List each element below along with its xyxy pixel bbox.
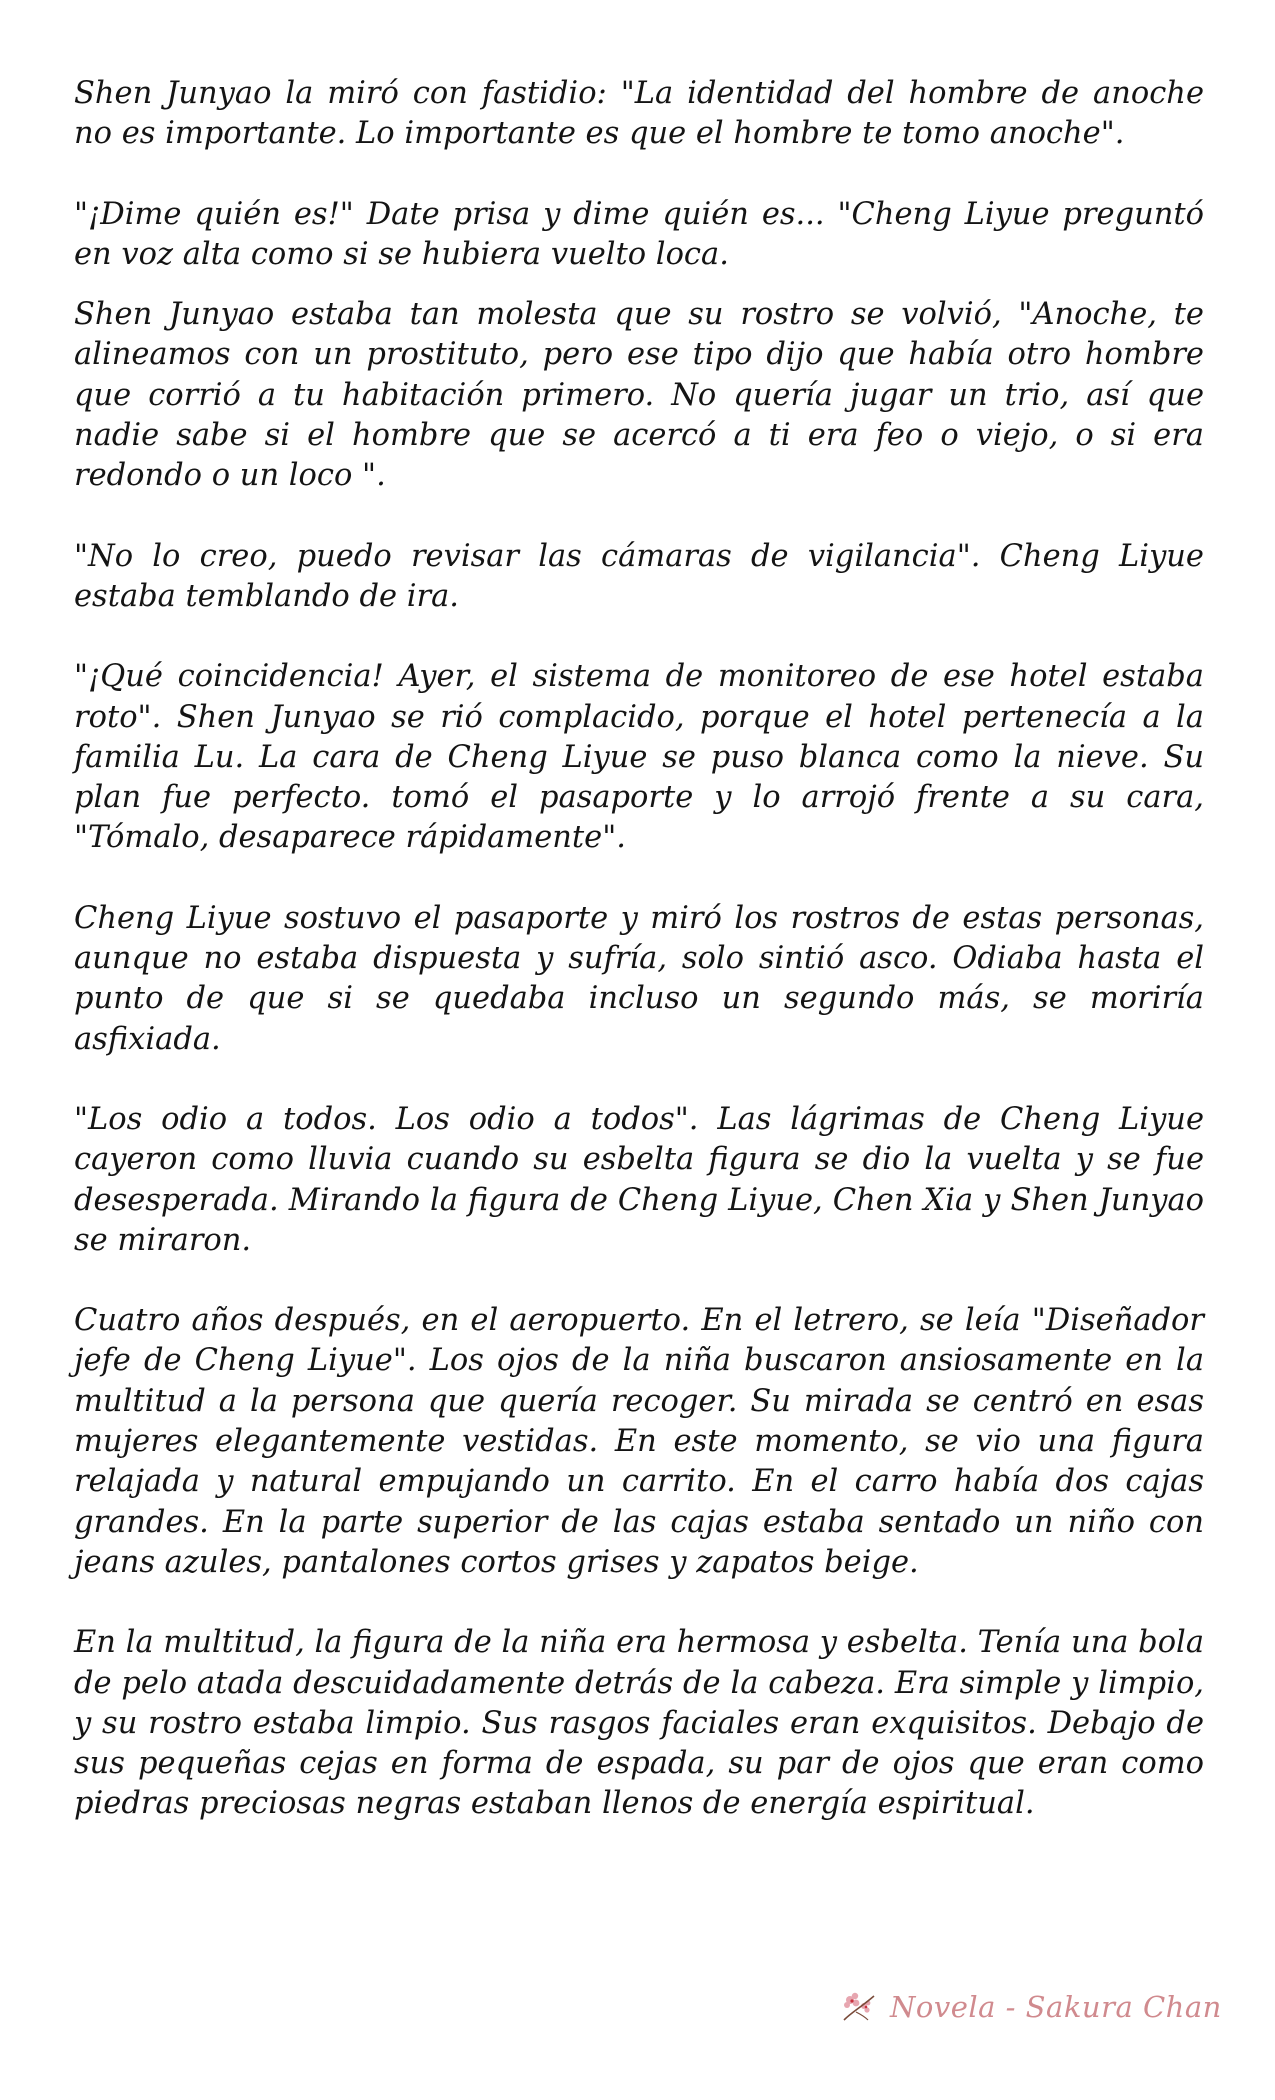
watermark-text: Novela - Sakura Chan	[890, 1990, 1222, 2024]
paragraph-8: Cuatro años después, en el aeropuerto. En el letrero, se leía "Diseñador jefe de Cheng Liyue". Los ojos de la niña buscaron ansiosamente en la multitud a la persona que quería recoger. Su mirada se centró en esas mujeres elegantemente vestidas. En este momento, se vio una figura relajada y natural empujando un carrito. En el carro había dos cajas grandes. En la parte superior de las cajas estaba sentado un niño con jeans azules, pantalones cortos grises y zapatos beige.	[74, 1303, 1204, 1580]
paragraph-1: Shen Junyao la miró con fastidio: "La identidad del hombre de anoche no es importante. Lo importante es que el hombre te tomo anoche".	[74, 76, 1204, 152]
paragraph-4: "No lo creo, puedo revisar las cámaras de vigilancia". Cheng Liyue estaba temblando de ira.	[74, 538, 1204, 614]
paragraph-2: "¡Dime quién es!" Date prisa y dime quién es... "Cheng Liyue preguntó en voz alta como si se hubiera vuelto loca.	[74, 196, 1204, 272]
paragraph-7: "Los odio a todos. Los odio a todos". Las lágrimas de Cheng Liyue cayeron como lluvia cuando su esbelta figura se dio la vuelta y se fue desesperada. Mirando la figura de Cheng Liyue, Chen Xia y Shen Junyao se miraron.	[74, 1101, 1204, 1258]
paragraph-9: En la multitud, la figura de la niña era hermosa y esbelta. Tenía una bola de pelo atada descuidadamente detrás de la cabeza. Era simple y limpio, y su rostro estaba limpio. Sus rasgos faciales eran exquisitos. Debajo de sus pequeñas cejas en forma de espada, su par de ojos que eran como piedras preciosas negras estaban llenos de energía espiritual.	[74, 1625, 1204, 1822]
paragraph-3: Shen Junyao estaba tan molesta que su rostro se volvió, "Anoche, te alineamos con un prostituto, pero ese tipo dijo que había otro hombre que corrió a tu habitación primero. No quería jugar un trio, así que nadie sabe si el hombre que se acercó a ti era feo o viejo, o si era redondo o un loco ".	[74, 297, 1204, 494]
paragraph-6: Cheng Liyue sostuvo el pasaporte y miró los rostros de estas personas, aunque no estaba dispuesta y sufría, solo sintió asco. Odiaba hasta el punto de que si se quedaba incluso un segundo más, se moriría asfixiada.	[74, 900, 1204, 1057]
story-text	[74, 74, 1204, 1825]
paragraph-5: "¡Qué coincidencia! Ayer, el sistema de monitoreo de ese hotel estaba roto". Shen Junyao se rió complacido, porque el hotel pertenecía a la familia Lu. La cara de Cheng Liyue se puso blanca como la nieve. Su plan fue perfecto. tomó el pasaporte y lo arrojó frente a su cara, "Tómalo, desaparece rápidamente".	[74, 659, 1204, 856]
watermark	[838, 1982, 1222, 2032]
sakura-blossom-icon	[838, 1986, 880, 2028]
